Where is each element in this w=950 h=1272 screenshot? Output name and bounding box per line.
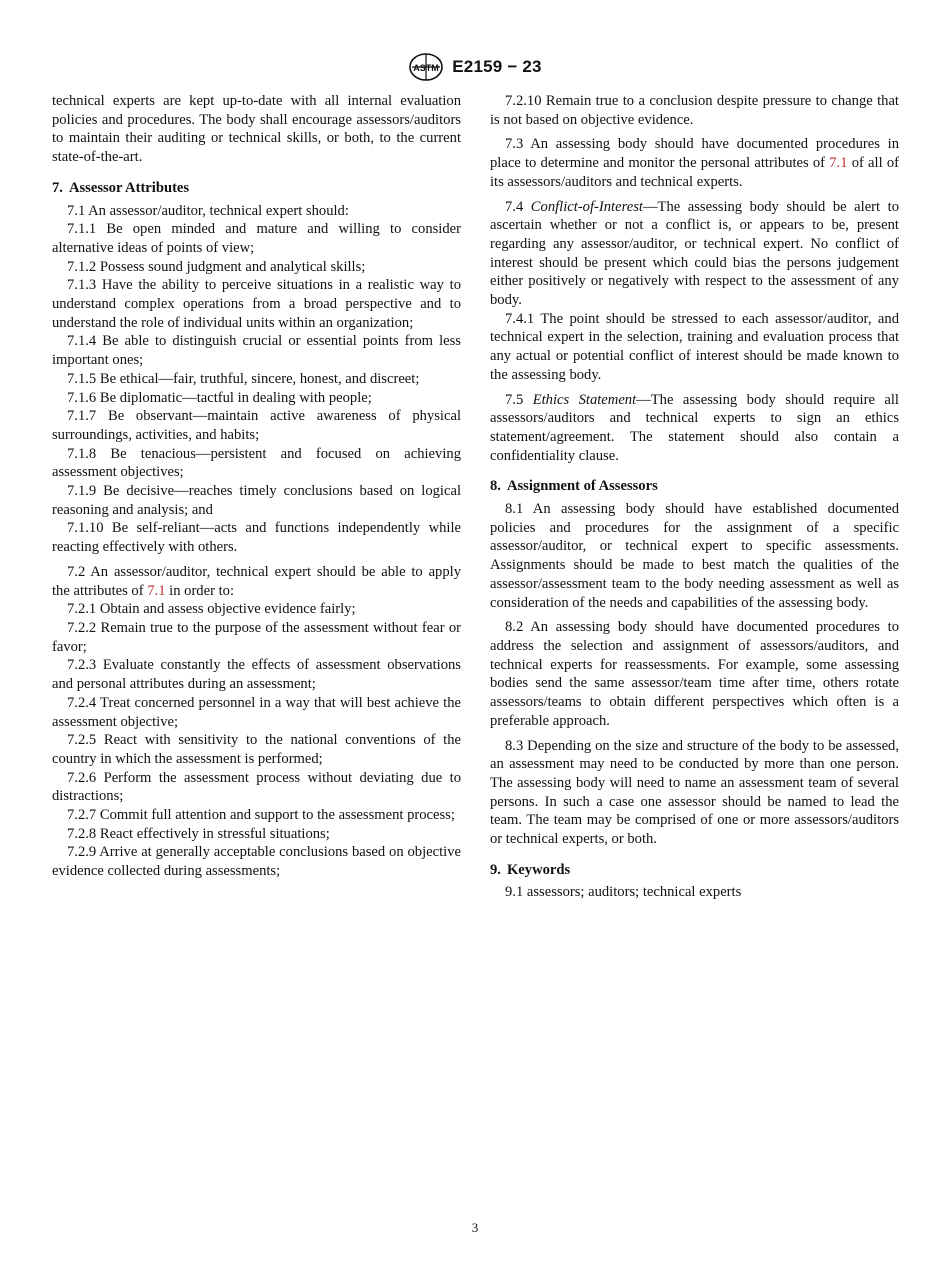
clause-9-1: 9.1 assessors; auditors; technical experts: [505, 884, 742, 901]
clause-7-2-1: 7.2.1 Obtain and assess objective evidence fairly;: [67, 601, 356, 618]
section-heading-8: 8. Assignment of Assessors: [490, 478, 658, 495]
clause-7-2-5: 7.2.5 React with sensitivity to the national conventions of the country in which the assessment is performed;: [52, 732, 461, 767]
clause-8-1: 8.1 An assessing body should have established documented policies and procedures for the assignment of a specific assessor/auditor, or technical expert to specific assessments. Assignments should be made to best match the qualities of the assessor/assessment team to the body needing assessment as well as consideration of the needs and capabilities of the assessing body.: [490, 501, 899, 611]
reference-link-7-1[interactable]: 7.1: [829, 155, 848, 172]
clause-8-2: 8.2 An assessing body should have documented procedures to address the selection and assignment of assessors/auditors, and technical experts for reassessments. For example, some assessing bodies send the same assessor/team time after time, others rotate assessors/teams to obtain different perspectives which often is a preferable approach.: [490, 619, 899, 729]
clause-7-1-8: 7.1.8 Be tenacious—persistent and focused on achieving assessment objectives;: [52, 445, 461, 481]
clause-7-1-1: 7.1.1 Be open minded and mature and willing to consider alternative ideas of points of view;: [52, 221, 461, 256]
astm-logo-icon: [408, 52, 444, 82]
clause-7-2-10: 7.2.10 Remain true to a conclusion despite pressure to change that is not based on objective evidence.: [490, 93, 899, 128]
clause-7-1-3: 7.1.3 Have the ability to perceive situations in a realistic way to understand complex operations from a broad perspective and to understand the role of individual units within an organization;: [52, 277, 461, 331]
clause-7-1-4: 7.1.4 Be able to distinguish crucial or essential points from less important ones;: [52, 333, 461, 369]
clause-7-5: 7.5 Ethics Statement—The assessing body should require all assessors/auditors and technical experts to sign an ethics statement/agreement. The statement should also contain a confidentiality clause.: [490, 391, 899, 464]
section-heading-7: 7. Assessor Attributes: [52, 179, 190, 196]
clause-8-3: 8.3 Depending on the size and structure of the body to be assessed, an assessment may need to be conducted by more than one person. The assessing body will need to name an assessment team of several persons. In such a case one assessor should be named to lead the team. The team may be comprised of one or more assessors/auditors or technical experts, or both.: [490, 737, 899, 848]
clause-7-2-3: 7.2.3 Evaluate constantly the effects of assessment observations and personal attributes during an assessment;: [52, 657, 461, 693]
clause-7-1-10: 7.1.10 Be self-reliant—acts and functions independently while reacting effectively with others.: [52, 520, 461, 556]
reference-link-7-1[interactable]: 7.1: [147, 582, 166, 599]
svg-text:ASTM: ASTM: [413, 63, 440, 73]
clause-7-2: 7.2 An assessor/auditor, technical expert should be able to apply the attributes of 7.1 in order to:: [52, 563, 461, 599]
page-number: 3: [471, 1220, 479, 1235]
clause-7-4: 7.4 Conflict-of-Interest—The assessing body should be alert to ascertain whether or not a conflict is, or appears to be, present regarding any assessor/auditor, or technical expert. No conflict of interest should be present which could bias the persons judgement either positively or negatively with respect to the assessment of any body.: [490, 198, 900, 309]
clause-7-2-6: 7.2.6 Perform the assessment process without deviating due to distractions;: [52, 769, 461, 805]
clause-7-1-5: 7.1.5 Be ethical—fair, truthful, sincere, honest, and discreet;: [67, 370, 420, 387]
section-heading-9: 9. Keywords: [490, 861, 571, 878]
clause-7-2-7: 7.2.7 Commit full attention and support to the assessment process;: [67, 807, 455, 824]
paragraph-continuation: technical experts are kept up-to-date with all internal evaluation policies and procedures. The body shall encourage assessors/auditors to maintain their auditing or technical skills, or both, to the current state-of-the-art.: [52, 93, 461, 166]
clause-7-2-4: 7.2.4 Treat concerned personnel in a way that will best achieve the assessment objective;: [52, 694, 461, 730]
clause-7-1-9: 7.1.9 Be decisive—reaches timely conclusions based on logical reasoning and analysis; and: [52, 483, 461, 518]
page-header: [0, 50, 950, 84]
clause-7-3: 7.3 An assessing body should have documented procedures in place to determine and monitor the personal attributes of 7.1 of all of its assessors/auditors and technical experts.: [490, 136, 899, 190]
right-column: [490, 92, 899, 902]
left-column: [52, 92, 461, 881]
clause-7-4-1: 7.4.1 The point should be stressed to each assessor/auditor, and technical expert in the selection, training and evaluation process that any actual or potential conflict of interest should be made known to the assessing body.: [490, 310, 899, 383]
clause-7-2-2: 7.2.2 Remain true to the purpose of the assessment without fear or favor;: [52, 619, 461, 655]
clause-7-1-7: 7.1.7 Be observant—maintain active awareness of physical surroundings, activities, and habits;: [52, 408, 461, 443]
clause-7-1: 7.1 An assessor/auditor, technical expert should:: [67, 202, 349, 219]
clause-7-1-2: 7.1.2 Possess sound judgment and analytical skills;: [67, 258, 366, 275]
clause-7-1-6: 7.1.6 Be diplomatic—tactful in dealing with people;: [67, 389, 372, 406]
clause-7-2-8: 7.2.8 React effectively in stressful situations;: [67, 825, 330, 842]
clause-7-2-9: 7.2.9 Arrive at generally acceptable conclusions based on objective evidence collected during assessments;: [52, 844, 461, 880]
document-designation: E2159 − 23: [452, 57, 542, 76]
